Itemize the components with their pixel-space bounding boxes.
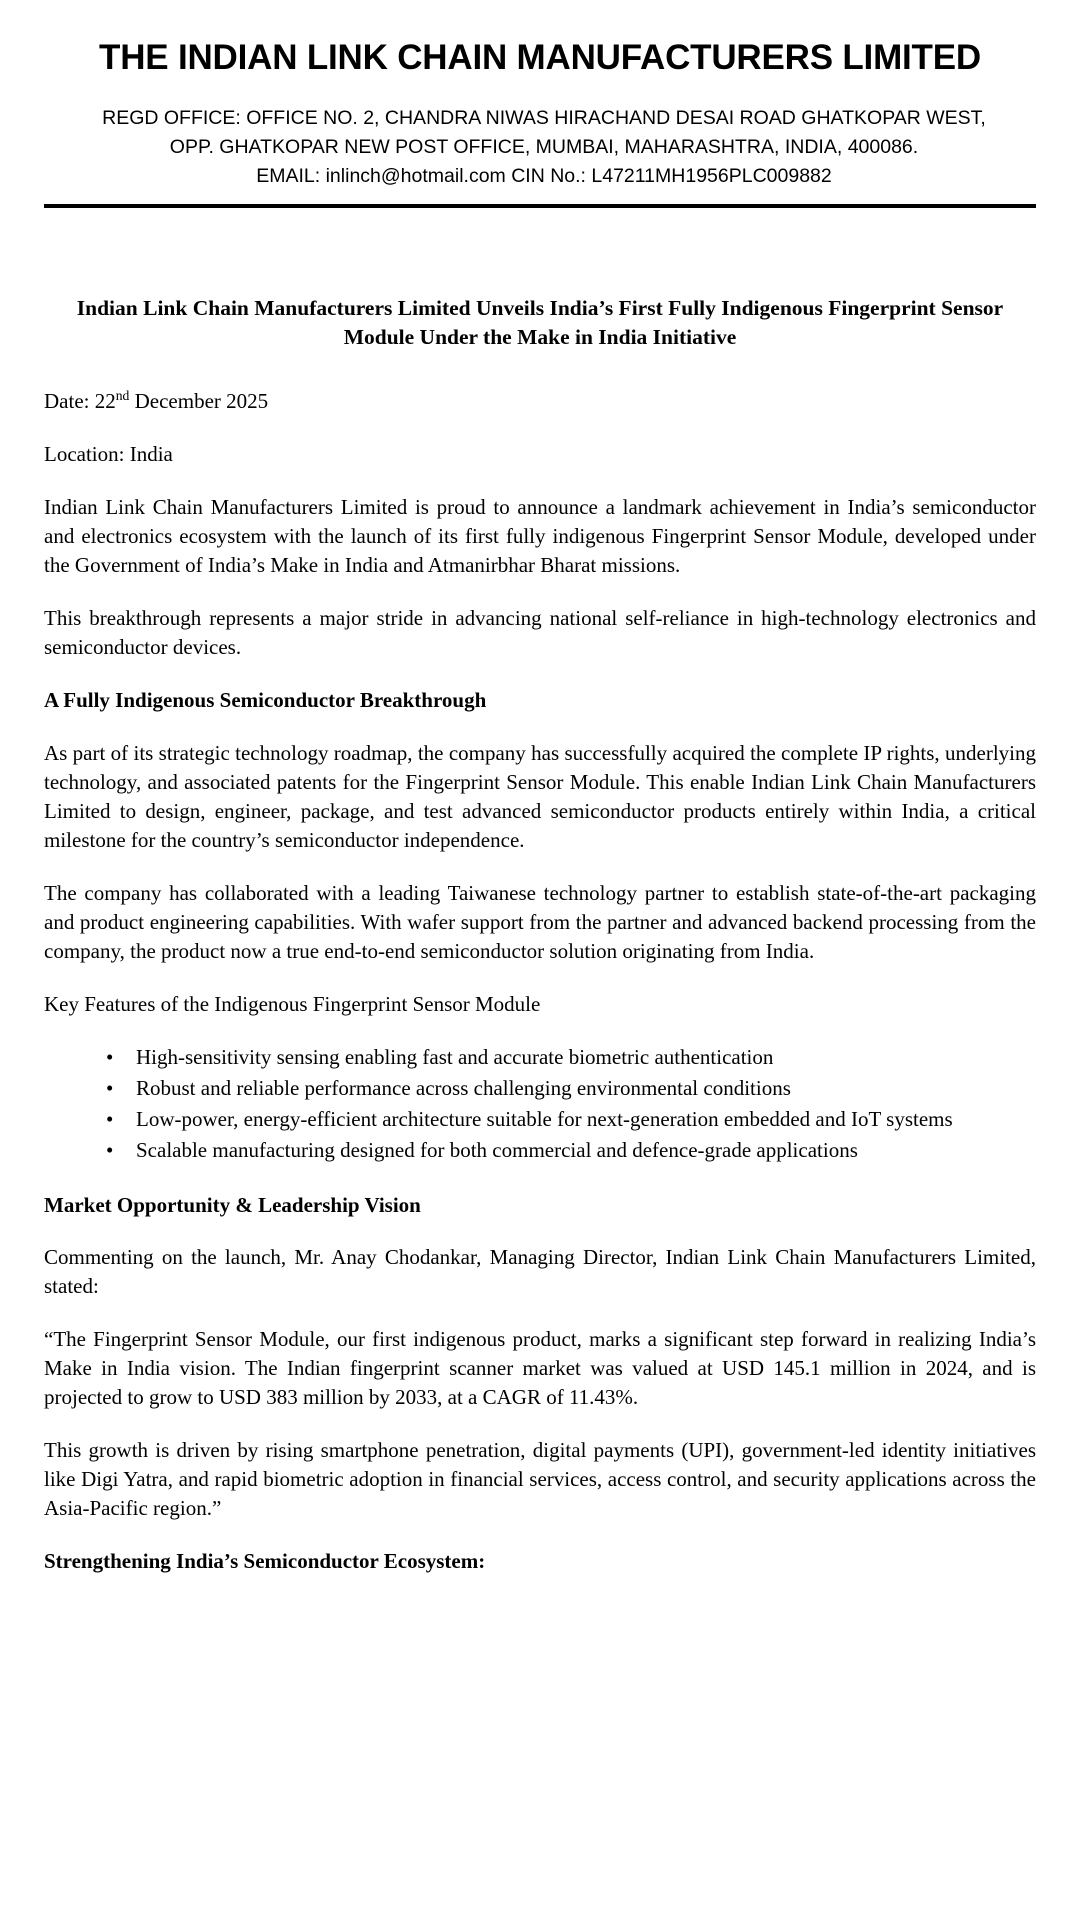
- letterhead-divider: [44, 204, 1036, 208]
- letterhead: [0, 0, 1080, 191]
- section-2-paragraph-1: Commenting on the launch, Mr. Anay Chodankar, Managing Director, Indian Link Chain Manufacturers Limited, stated:: [44, 1245, 1036, 1299]
- section-heading-market-opportunity: Market Opportunity & Leadership Vision: [44, 1192, 421, 1217]
- release-date-ordinal: nd: [115, 388, 130, 404]
- list-item: • Low-power, energy-efficient architecture suitable for next-generation embedded and IoT systems: [106, 1105, 1036, 1134]
- section-heading-semiconductor-breakthrough: A Fully Indigenous Semiconductor Breakthrough: [44, 687, 487, 712]
- section-1-paragraph-1: As part of its strategic technology roadmap, the company has successfully acquired the complete IP rights, underlying technology, and associated patents for the Fingerprint Sensor Module. This enable Indian Link Chain Manufacturers Limited to design, engineer, package, and test advanced semiconductor products entirely within India, a critical milestone for the country’s semiconductor independence.: [44, 740, 1036, 852]
- key-features-intro: Key Features of the Indigenous Fingerprint Sensor Module: [44, 991, 541, 1016]
- key-features-list: [44, 1043, 1036, 1165]
- registered-office-address: [44, 104, 1044, 191]
- list-item: • High-sensitivity sensing enabling fast and accurate biometric authentication: [106, 1043, 1036, 1072]
- press-release-title: Indian Link Chain Manufacturers Limited Unveils India’s First Fully Indigenous Fingerprint Sensor Module Under the Make in India Initiative: [76, 295, 1004, 350]
- address-line-1: REGD OFFICE: OFFICE NO. 2, CHANDRA NIWAS HIRACHAND DESAI ROAD GHATKOPAR WEST,: [102, 107, 986, 130]
- press-release-body: [0, 294, 1080, 1576]
- section-2-quote-paragraph-2: This growth is driven by rising smartphone penetration, digital payments (UPI), government-led identity initiatives like Digi Yatra, and rapid biometric adoption in financial services, access control, and security applications across the Asia-Pacific region.”: [44, 1438, 1036, 1521]
- section-heading-semiconductor-ecosystem: Strengthening India’s Semiconductor Ecosystem:: [44, 1549, 486, 1574]
- section-1-paragraph-2: The company has collaborated with a leading Taiwanese technology partner to establish state-of-the-art packaging and product engineering capabilities. With wafer support from the partner and advanced backend processing from the company, the product now a true end-to-end semiconductor solution originating from India.: [44, 880, 1036, 963]
- list-item: • Scalable manufacturing designed for both commercial and defence-grade applications: [106, 1136, 1036, 1165]
- list-item: • Robust and reliable performance across challenging environmental conditions: [106, 1074, 1036, 1103]
- intro-paragraph: Indian Link Chain Manufacturers Limited is proud to announce a landmark achievement in India’s semiconductor and electronics ecosystem with the launch of its first fully indigenous Fingerprint Sensor Module, developed under the Government of India’s Make in India and Atmanirbhar Bharat missions.: [44, 495, 1036, 578]
- release-date-rest: December 2025: [129, 389, 269, 414]
- breakthrough-paragraph: This breakthrough represents a major stride in advancing national self-reliance in high-technology electronics and semiconductor devices.: [44, 605, 1036, 659]
- release-location: Location: India: [44, 442, 173, 467]
- address-line-3-email-cin: EMAIL: inlinch@hotmail.com CIN No.: L47211MH1956PLC009882: [256, 164, 832, 187]
- release-date-label: Date: 22: [44, 389, 116, 414]
- release-date: [44, 387, 1036, 416]
- company-name: THE INDIAN LINK CHAIN MANUFACTURERS LIMITED: [99, 38, 981, 77]
- section-2-quote-paragraph-1: “The Fingerprint Sensor Module, our first indigenous product, marks a significant step forward in realizing India’s Make in India vision. The Indian fingerprint scanner market was valued at USD 145.1 million in 2024, and is projected to grow to USD 383 million by 2033, at a CAGR of 11.43%.: [44, 1327, 1036, 1410]
- address-line-2: OPP. GHATKOPAR NEW POST OFFICE, MUMBAI, MAHARASHTRA, INDIA, 400086.: [169, 136, 919, 159]
